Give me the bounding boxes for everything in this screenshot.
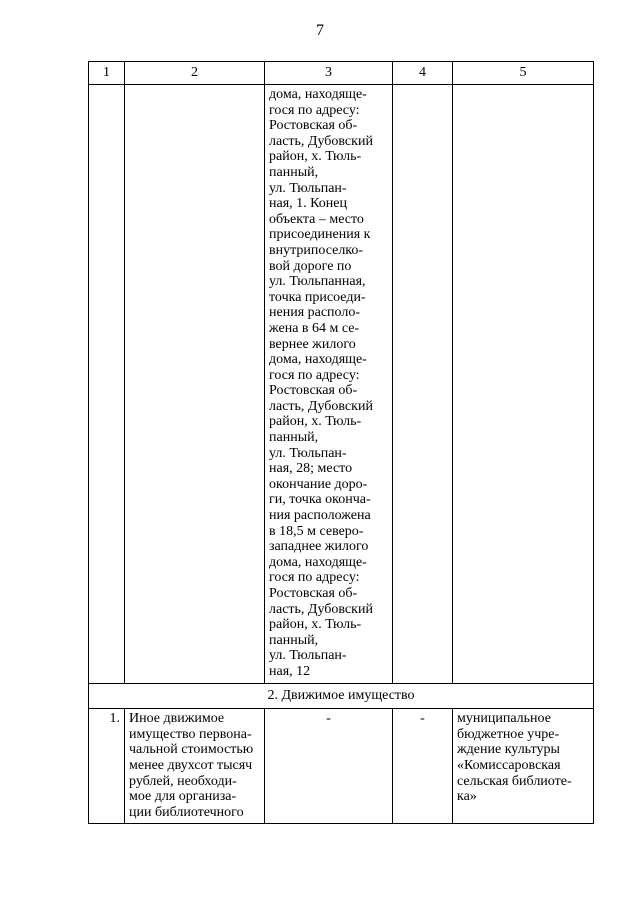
text-line: бюджетное учре- [457, 726, 560, 742]
section-row [89, 683, 594, 709]
text-line: ласть, Дубовский [269, 133, 373, 149]
text-line: дома, находяще- [269, 87, 367, 102]
text-line: ул. Тюльпан- [269, 180, 347, 196]
text-line: панный, [269, 164, 319, 180]
text-line: Ростовская об- [269, 586, 358, 601]
header-cell: 4 [393, 62, 453, 85]
text-line: имущество первона- [129, 726, 252, 742]
text-line: «Комиссаровская [457, 757, 561, 773]
cell-number: 1. [89, 709, 125, 824]
text-line: ги, точка оконча- [269, 492, 371, 508]
text-line: район, х. Тюль- [269, 149, 362, 165]
text-line: жена в 64 м се- [269, 320, 360, 336]
property-table [88, 61, 594, 824]
section-title: 2. Движимое имущество [89, 683, 594, 709]
text-line: дома, находяще- [269, 554, 367, 570]
cell-number [89, 85, 125, 684]
text-line: точка присоеди- [269, 289, 366, 305]
text-line: гося по адресу: [269, 367, 360, 383]
text-line: район, х. Тюль- [269, 414, 362, 430]
text-line: гося по адресу: [269, 102, 360, 118]
cell-holder [453, 709, 594, 824]
text-line: чальной стоимостью [129, 742, 254, 758]
text-line: ласть, Дубовский [269, 398, 373, 414]
text-line: в 18,5 м северо- [269, 523, 364, 539]
text-line: нения располо- [269, 305, 361, 321]
text-line: ния расположена [269, 508, 371, 524]
text-line: мое для организа- [129, 789, 237, 805]
table-row [89, 85, 594, 684]
text-line: присоединения к [269, 227, 371, 243]
cell-col4 [393, 85, 453, 684]
header-cell: 2 [125, 62, 265, 85]
text-line: дома, находяще- [269, 352, 367, 368]
text-line: западнее жилого [269, 539, 369, 555]
text-line: ждение культуры [457, 742, 560, 758]
text-line: ная, 1. Конец [269, 196, 347, 212]
text-line: Иное движимое [129, 711, 225, 727]
header-cell: 5 [453, 62, 594, 85]
text-line: гося по адресу: [269, 570, 360, 586]
text-line: Ростовская об- [269, 118, 358, 134]
text-line: ка» [457, 789, 477, 805]
header-cell: 3 [265, 62, 393, 85]
cell-name [125, 709, 265, 824]
text-line: Ростовская об- [269, 383, 358, 399]
text-line: ласть, Дубовский [269, 601, 373, 617]
text-line: панный, [269, 430, 319, 446]
text-line: ул. Тюльпан- [269, 445, 347, 461]
text-line: панный, [269, 632, 319, 648]
text-line: внутрипоселко- [269, 242, 364, 258]
text-line: ная, 12 [269, 663, 311, 679]
text-line: сельская библиоте- [457, 773, 572, 789]
cell-name [125, 85, 265, 684]
cell-address: - [265, 709, 393, 824]
cell-address [265, 85, 393, 684]
header-cell: 1 [89, 62, 125, 85]
table-header-row [89, 62, 594, 85]
text-line: вой дороге по [269, 258, 352, 274]
text-line: вернее жилого [269, 336, 356, 352]
text-line: менее двухсот тысяч [129, 757, 253, 773]
text-line: ул. Тюльпан- [269, 648, 347, 664]
text-line: ции библиотечного [129, 804, 244, 820]
text-line: муниципальное [457, 711, 551, 727]
text-line: ная, 28; место [269, 461, 353, 477]
text-line: объекта – место [269, 211, 364, 227]
text-line: район, х. Тюль- [269, 617, 362, 633]
page-number: 7 [316, 22, 324, 39]
table-row [89, 709, 594, 824]
text-line: окончание доро- [269, 476, 368, 492]
cell-holder [453, 85, 594, 684]
text-line: рублей, необходи- [129, 773, 237, 789]
cell-col4: - [393, 709, 453, 824]
text-line: ул. Тюльпанная, [269, 274, 366, 290]
